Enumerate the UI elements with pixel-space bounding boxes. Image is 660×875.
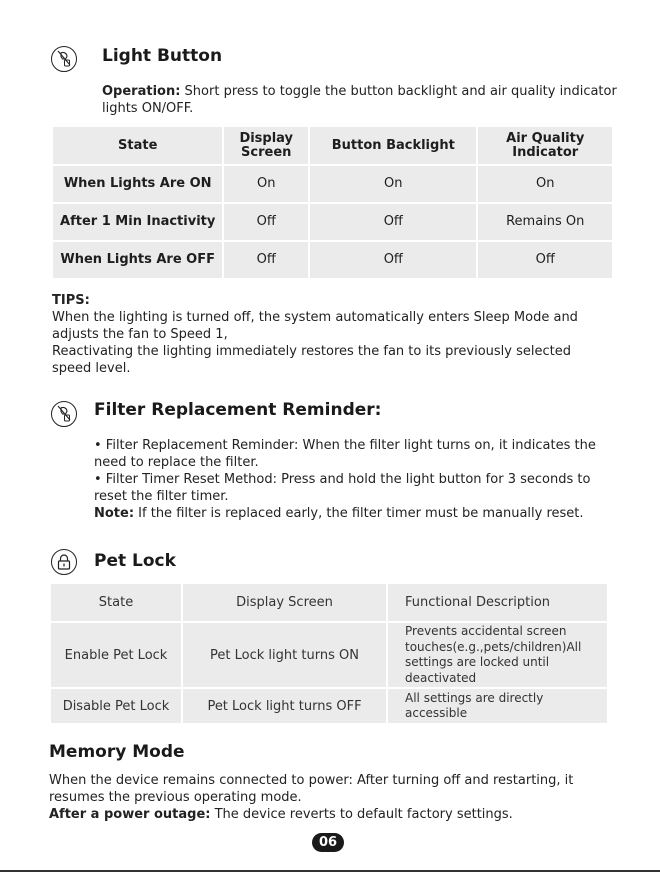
outage-label: After a power outage: (49, 807, 211, 822)
page-number: 06 (312, 833, 344, 852)
tips-line: speed level. (52, 361, 131, 376)
operation-text-1: Short press to toggle the button backlight and air quality indicator (180, 84, 617, 99)
table-cell: After 1 Min Inactivity (53, 204, 222, 240)
table-header-text: Air Quality Indicator (506, 130, 585, 160)
table-header-cell: Functional Description (388, 584, 607, 621)
section-title-filter: Filter Replacement Reminder: (94, 400, 382, 420)
memory-line: resumes the previous operating mode. (49, 790, 302, 805)
table-cell: Off (478, 242, 612, 278)
filter-bullet-line: • Filter Timer Reset Method: Press and hold the light button for 3 seconds to (94, 472, 591, 487)
table-row (52, 166, 613, 204)
description-text: All settings are directly accessible (405, 690, 544, 720)
description-text: Prevents accidental screen touches(e.g.,pets/children)All settings are locked until deactivated (405, 624, 582, 685)
table-header-cell (478, 127, 612, 164)
table-cell (388, 689, 607, 723)
table-header-cell: Display Screen (183, 584, 386, 621)
table-cell: Pet Lock light turns OFF (183, 689, 386, 723)
memory-mode-description (49, 772, 629, 823)
tips-block (52, 292, 622, 377)
section-title-pet-lock: Pet Lock (94, 551, 176, 571)
table-cell: Disable Pet Lock (51, 689, 181, 723)
table-header-cell: State (51, 584, 181, 621)
filter-description (94, 437, 634, 522)
note-label: Note: (94, 506, 135, 521)
table-row (50, 689, 608, 725)
pet-lock-table (50, 584, 608, 725)
page-bottom-rule (0, 870, 660, 872)
table-cell (388, 623, 607, 687)
table-cell: Pet Lock light turns ON (183, 623, 386, 687)
table-cell: Off (224, 242, 308, 278)
filter-reminder-icon (51, 401, 77, 427)
table-cell: Off (310, 242, 476, 278)
memory-line: When the device remains connected to power: After turning off and restarting, it (49, 773, 574, 788)
filter-bullet-line: need to replace the filter. (94, 455, 259, 470)
table-cell: Off (310, 204, 476, 240)
table-row (52, 204, 613, 242)
tips-line: Reactivating the lighting immediately restores the fan to its previously selected (52, 344, 571, 359)
note-text: If the filter is replaced early, the filter timer must be manually reset. (134, 506, 584, 521)
table-header-cell (224, 127, 308, 164)
tips-line: When the lighting is turned off, the system automatically enters Sleep Mode and (52, 310, 578, 325)
table-header-row (50, 584, 608, 623)
tips-line: adjusts the fan to Speed 1, (52, 327, 228, 342)
table-row (50, 623, 608, 689)
section-title-light-button: Light Button (102, 46, 223, 66)
operation-text-2: lights ON/OFF. (102, 101, 194, 116)
tips-label: TIPS: (52, 293, 90, 308)
outage-text: The device reverts to default factory settings. (210, 807, 513, 822)
table-cell: When Lights Are ON (53, 166, 222, 202)
table-header-cell: Button Backlight (310, 127, 476, 164)
table-cell: Off (224, 204, 308, 240)
table-cell: Enable Pet Lock (51, 623, 181, 687)
table-cell: On (478, 166, 612, 202)
light-button-icon (51, 46, 77, 72)
operation-description (102, 83, 622, 117)
filter-bullet-line: • Filter Replacement Reminder: When the filter light turns on, it indicates the (94, 438, 596, 453)
operation-label: Operation: (102, 84, 181, 99)
table-row (52, 242, 613, 280)
table-cell: On (224, 166, 308, 202)
table-cell: Remains On (478, 204, 612, 240)
table-header-row (52, 127, 613, 166)
light-button-table (52, 127, 613, 280)
section-title-memory-mode: Memory Mode (49, 742, 185, 762)
table-cell: On (310, 166, 476, 202)
pet-lock-icon (51, 549, 77, 575)
table-header-text: Display Screen (239, 130, 294, 160)
table-header-cell: State (53, 127, 222, 164)
table-cell: When Lights Are OFF (53, 242, 222, 278)
filter-bullet-line: reset the filter timer. (94, 489, 229, 504)
